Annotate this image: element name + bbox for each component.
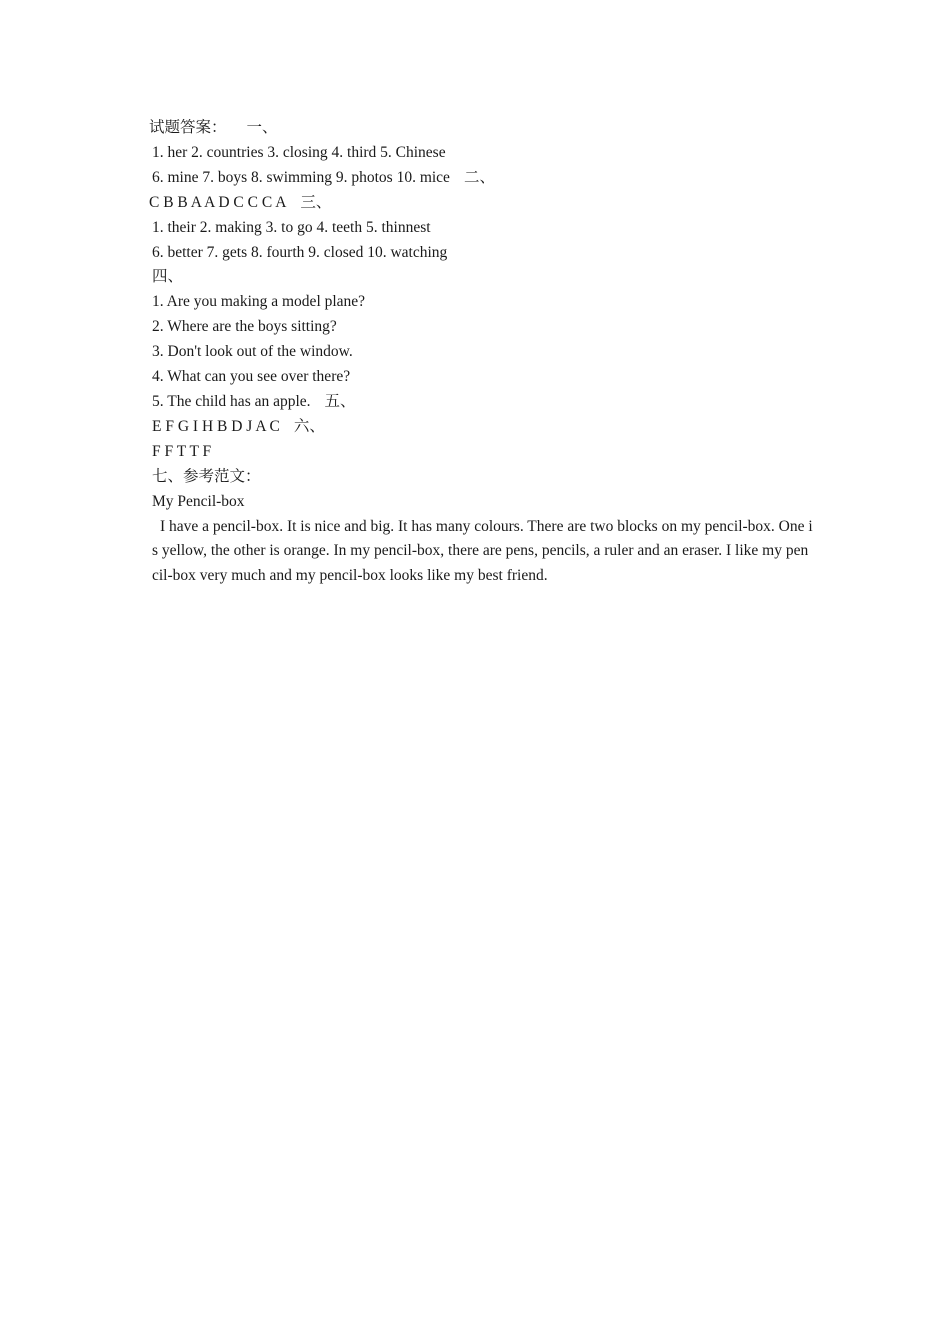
answer-key (144, 116, 814, 589)
section-label-2: 二、 (463, 168, 495, 186)
part5-answers: E F G I H B D J A C (152, 417, 280, 435)
part4-item-3: 3. Don't look out of the window. (152, 343, 353, 361)
part1-line-2-text: 6. mine 7. boys 8. swimming 9. photos 10. mice (152, 168, 450, 186)
section-label-7: 七、参考范文： (152, 467, 261, 485)
part2-answers: C B B A A D C C C A (149, 193, 287, 211)
part6-answers: F F T T F (152, 442, 212, 460)
part4-item-2: 2. Where are the boys sitting? (152, 318, 337, 336)
section-label-5: 五、 (324, 392, 356, 410)
part4-item-1: 1. Are you making a model plane? (152, 293, 366, 311)
part3-line-2: 6. better 7. gets 8. fourth 9. closed 10. watching (152, 243, 448, 261)
answer-key-header (144, 116, 814, 141)
essay-body: I have a pencil-box. It is nice and big. It has many colours. There are two blocks on my pencil-box. One is yellow, the other is orange. In my pencil-box, there are pens, pencils, a ruler and an eraser. I like my pencil-box very much and my pencil-box looks like my best friend. (152, 517, 813, 585)
part4-item-5-line (144, 390, 814, 415)
part5-answers-line (144, 415, 814, 440)
part2-answers-line (144, 191, 814, 216)
section-label-3: 三、 (300, 193, 332, 211)
section-label-6: 六、 (293, 417, 325, 435)
part4-item-5: 5. The child has an apple. (152, 392, 311, 410)
section-label-4: 四、 (152, 268, 184, 286)
part1-line-1: 1. her 2. countries 3. closing 4. third 5. Chinese (152, 143, 446, 161)
part3-line-1: 1. their 2. making 3. to go 4. teeth 5. thinnest (152, 218, 431, 236)
answer-key-title: 试题答案： (149, 119, 227, 136)
section-label-1: 一、 (246, 119, 278, 136)
essay-title: My Pencil-box (152, 492, 245, 510)
part1-line-2 (144, 166, 814, 191)
part4-item-4: 4. What can you see over there? (152, 368, 351, 386)
